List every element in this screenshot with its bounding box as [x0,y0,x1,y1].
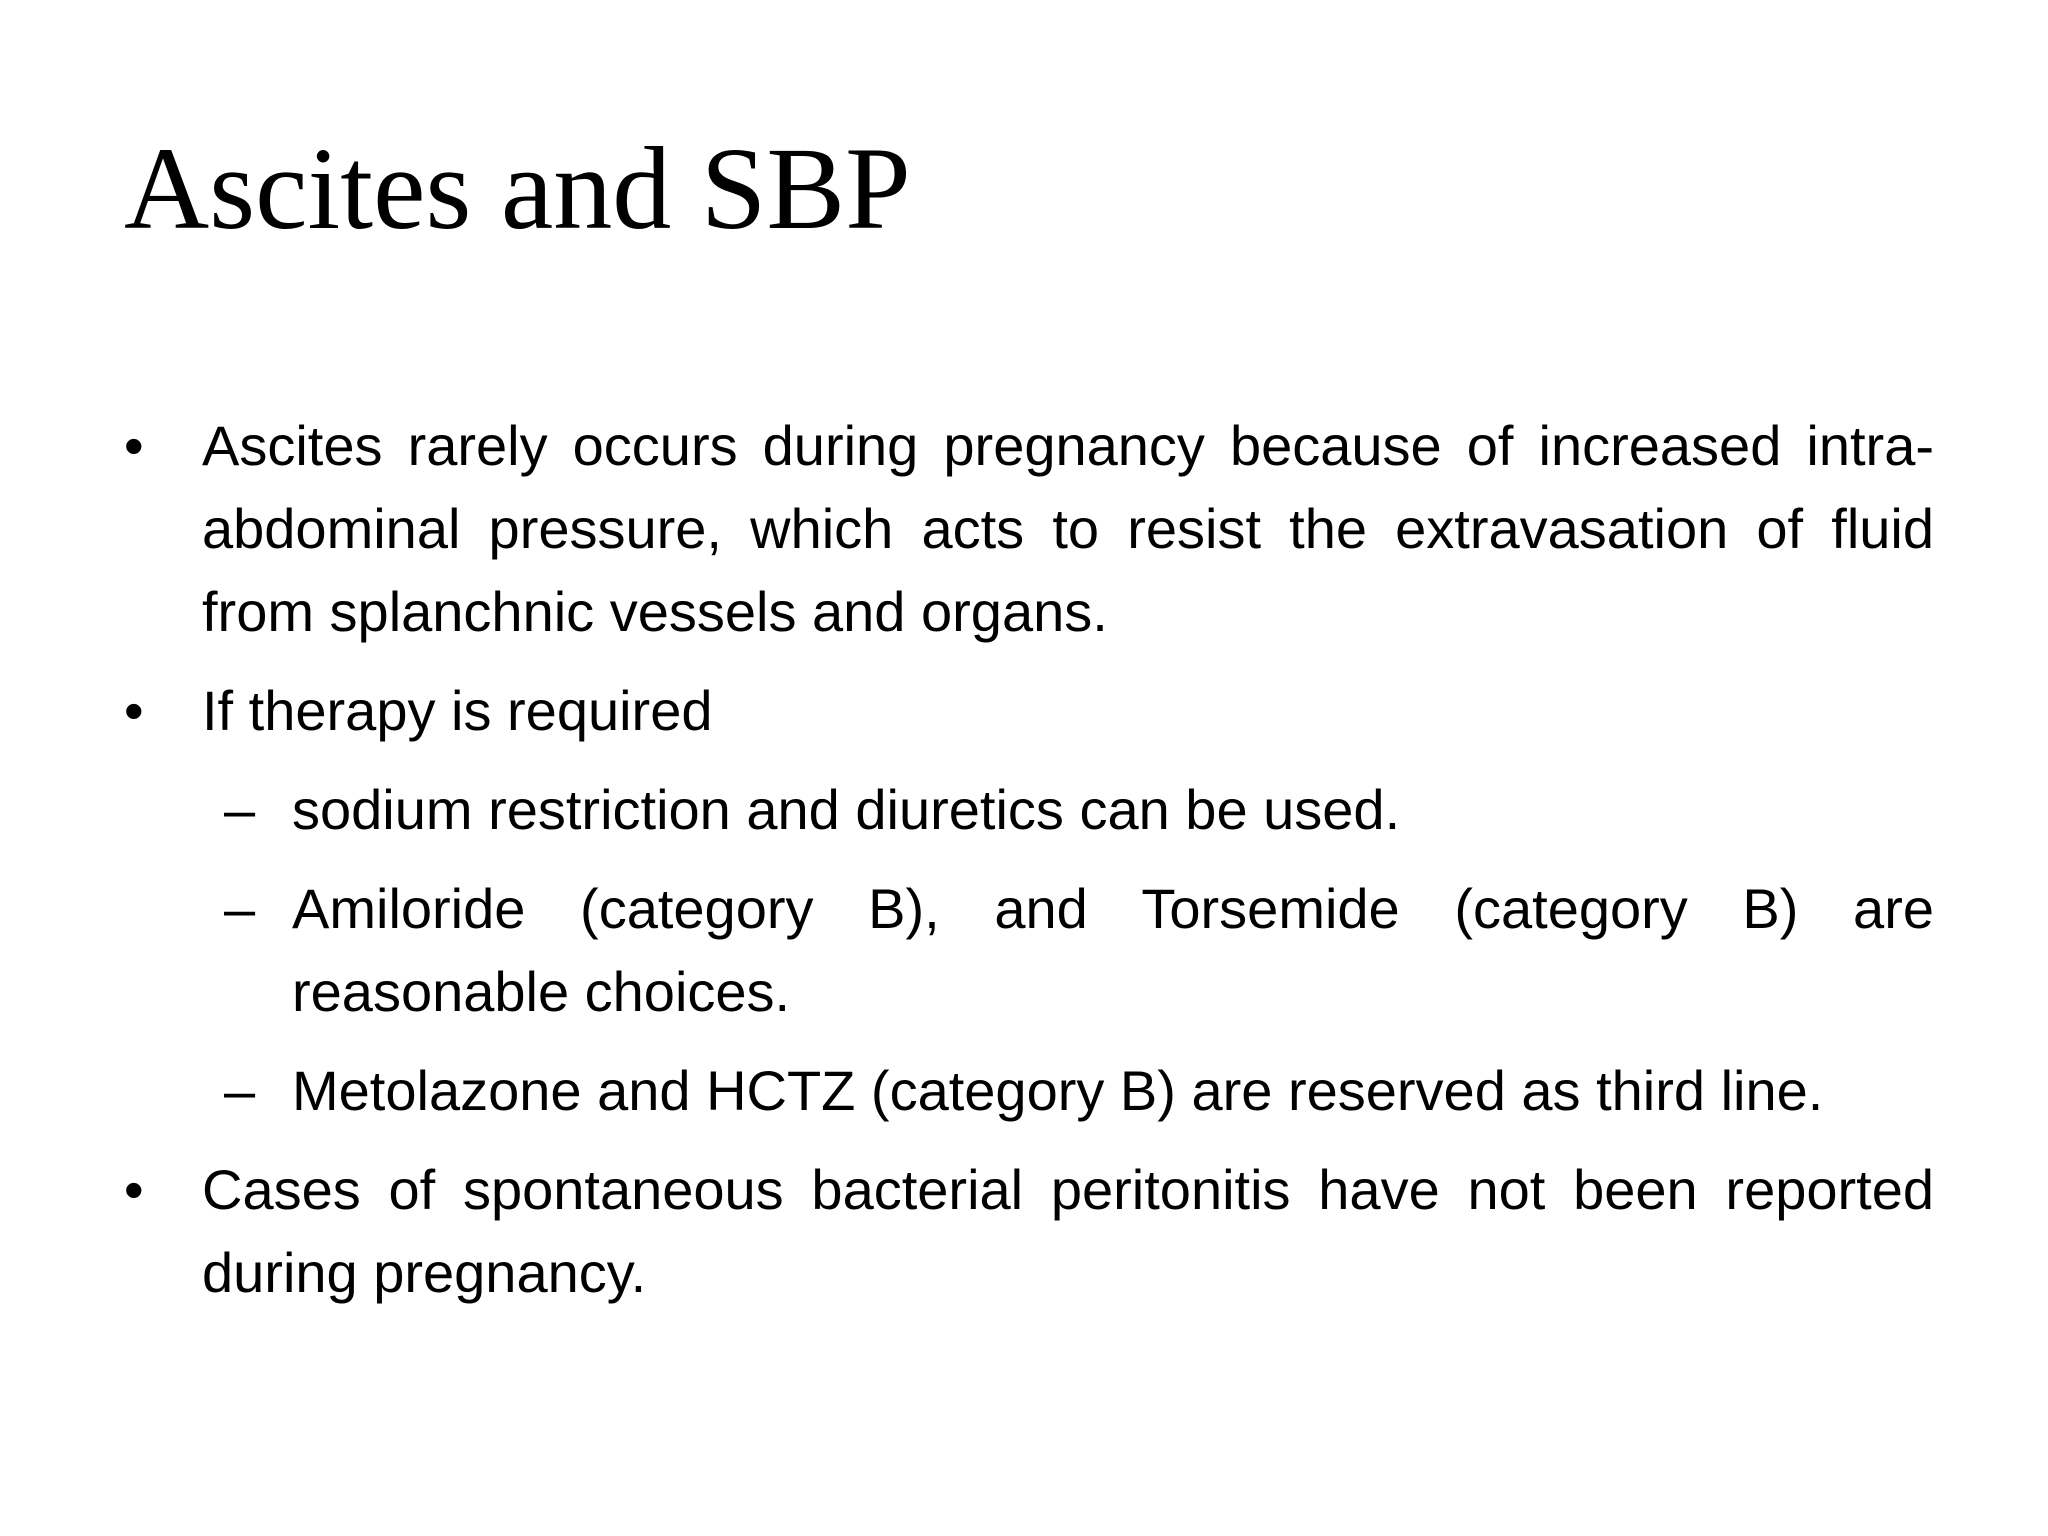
bullet-list [124,404,1934,1330]
sub-bullet-text: Metolazone and HCTZ (category B) are reserved as third line. [292,1059,1824,1122]
sub-bullet-point [124,867,1934,1033]
bullet-point [124,1148,1934,1314]
dash-marker: – [224,778,256,841]
sub-bullet-text: sodium restriction and diuretics can be used. [292,778,1401,841]
sub-bullet-text: Amiloride (category B), and Torsemide (category B) are reasonable choices. [292,877,1934,1023]
slide-title: Ascites and SBP [124,123,911,254]
bullet-marker: • [124,679,144,742]
bullet-point [124,669,1934,752]
bullet-text: If therapy is required [202,679,713,742]
dash-marker: – [224,877,256,940]
bullet-marker: • [124,414,144,477]
sub-bullet-point [124,768,1934,851]
bullet-marker: • [124,1158,144,1221]
sub-bullet-point [124,1049,1934,1132]
bullet-point [124,404,1934,653]
bullet-text: Cases of spontaneous bacterial peritonitis have not been reported during pregnancy. [202,1158,1934,1304]
dash-marker: – [224,1059,256,1122]
bullet-text: Ascites rarely occurs during pregnancy because of increased intra-abdominal pressure, which acts to resist the extravasation of fluid from splanchnic vessels and organs. [202,414,1934,643]
